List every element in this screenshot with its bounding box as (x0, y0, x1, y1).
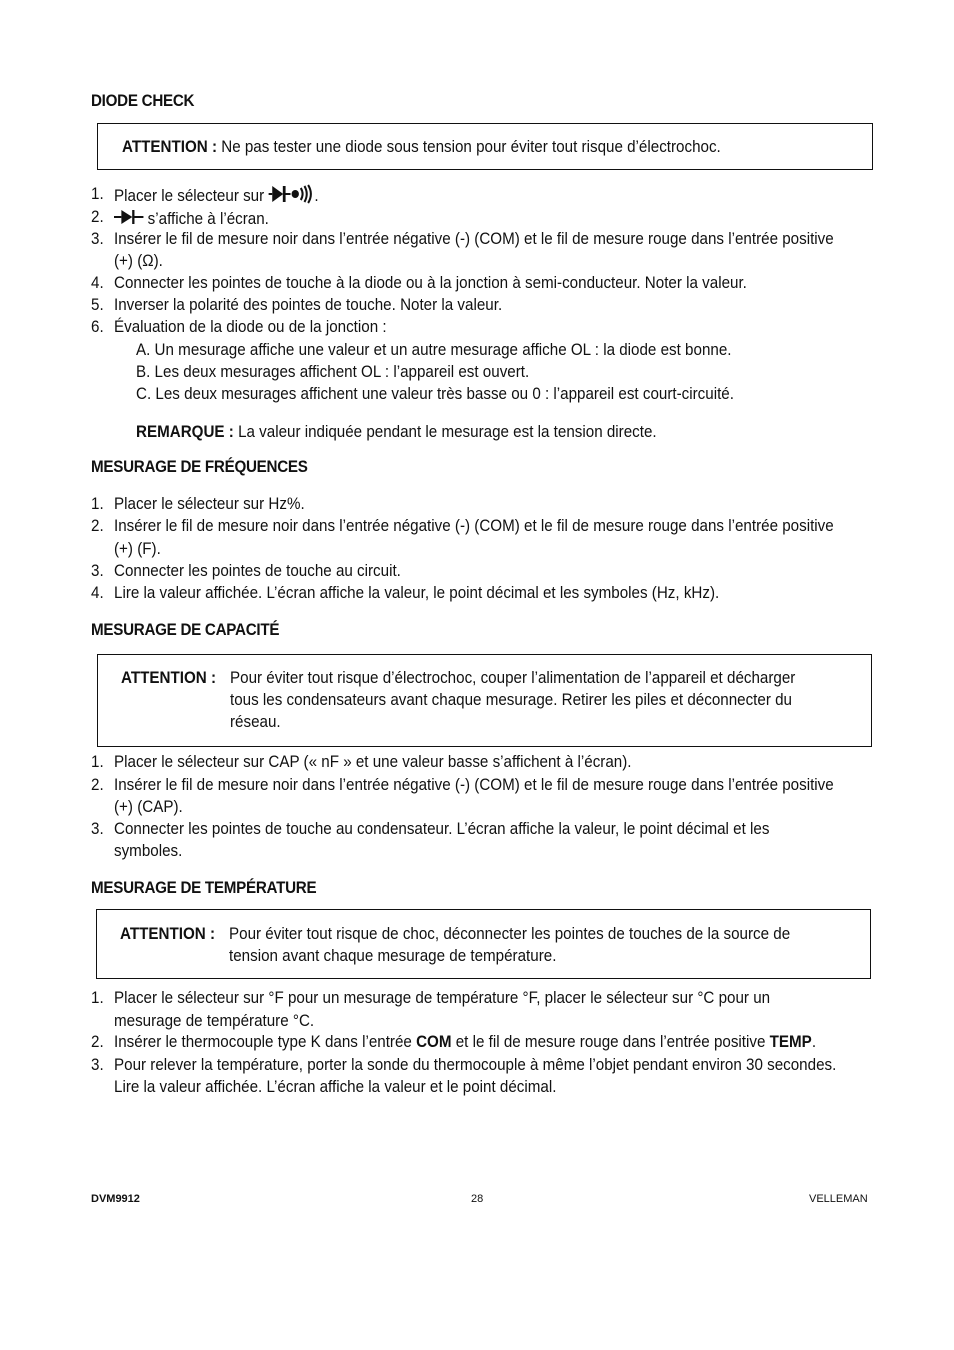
step-text: Pour relever la température, porter la sonde du thermocouple à même l’objet pendant environ 30 secondes. (114, 1056, 837, 1074)
step-text: Insérer le fil de mesure noir dans l’entrée négative (-) (COM) et le fil de mesure rouge dans l’entrée positive (114, 776, 834, 794)
temperature-step-2 (114, 1032, 816, 1052)
step-text: Placer le sélecteur sur °F pour un mesurage de température °F, placer le sélecteur sur °C pour un (114, 989, 771, 1007)
attention-message: réseau. (230, 713, 281, 731)
sub-item: B. Les deux mesurages affichent OL : l’appareil est ouvert. (136, 363, 530, 381)
step-text: Connecter les pointes de touche à la diode ou à la jonction à semi-conducteur. Noter la valeur. (114, 274, 747, 292)
attention-label: ATTENTION : (121, 669, 217, 687)
section-title-diode: DIODE CHECK (91, 92, 195, 110)
attention-text-diode (122, 137, 721, 157)
attention-message: Pour éviter tout risque de choc, déconnecter les pointes de touches de la source de (229, 925, 791, 943)
step-number: 4. (91, 584, 104, 602)
step-number: 3. (91, 562, 104, 580)
footer-model: DVM9912 (91, 1193, 140, 1205)
step-number: 3. (91, 230, 104, 248)
attention-box-temperature (96, 909, 871, 979)
diode-icon (268, 184, 290, 209)
step-text-bold: TEMP (769, 1033, 812, 1051)
step-text: Placer le sélecteur sur (114, 187, 265, 205)
step-text: Insérer le fil de mesure noir dans l’entrée négative (-) (COM) et le fil de mesure rouge dans l’entrée positive (114, 517, 834, 535)
step-number: 3. (91, 820, 104, 838)
step-text: (+) (F). (114, 540, 161, 558)
step-text: Évaluation de la diode ou de la jonction : (114, 318, 387, 336)
sub-item: C. Les deux mesurages affichent une valeur très basse ou 0 : l’appareil est court-circuité. (136, 385, 734, 403)
step-text: mesurage de température °C. (114, 1012, 315, 1030)
step-text: Connecter les pointes de touche au condensateur. L’écran affiche la valeur, le point décimal et les (114, 820, 770, 838)
footer-brand: VELLEMAN (809, 1193, 868, 1205)
attention-message: tous les condensateurs avant chaque mesurage. Retirer les piles et déconnecter du (230, 691, 793, 709)
attention-label: ATTENTION : (122, 138, 218, 156)
step-text: Lire la valeur affichée. L’écran affiche la valeur et le point décimal. (114, 1078, 557, 1096)
attention-message: Ne pas tester une diode sous tension pour éviter tout risque d’électrochoc. (221, 138, 721, 156)
step-text: Connecter les pointes de touche au circuit. (114, 562, 401, 580)
step-number: 3. (91, 1056, 104, 1074)
diode-step-1 (114, 184, 319, 209)
step-number: 1. (91, 185, 104, 203)
step-number: 2. (91, 517, 104, 535)
attention-box-diode (97, 123, 873, 170)
remark-text: La valeur indiquée pendant le mesurage est la tension directe. (238, 423, 657, 441)
step-text: symboles. (114, 842, 183, 860)
attention-message: Pour éviter tout risque d’électrochoc, couper l’alimentation de l’appareil et décharger (230, 669, 796, 687)
section-title-temperature: MESURAGE DE TEMPÉRATURE (91, 879, 317, 897)
attention-box-capacity (97, 654, 872, 747)
step-text: Insérer le fil de mesure noir dans l’entrée négative (-) (COM) et le fil de mesure rouge dans l’entrée positive (114, 230, 834, 248)
remark-label: REMARQUE : (136, 423, 234, 441)
step-number: 4. (91, 274, 104, 292)
sub-item: A. Un mesurage affiche une valeur et un autre mesurage affiche OL : la diode est bonne. (136, 341, 732, 359)
step-number: 2. (91, 1033, 104, 1051)
step-text-bold: COM (416, 1033, 452, 1051)
step-text: (+) (CAP). (114, 798, 183, 816)
step-number: 1. (91, 753, 104, 771)
step-number: 1. (91, 989, 104, 1007)
step-text: Insérer le thermocouple type K dans l’entrée (114, 1033, 412, 1051)
step-number: 1. (91, 495, 104, 513)
step-text: Placer le sélecteur sur CAP (« nF » et une valeur basse s’affichent à l’écran). (114, 753, 632, 771)
step-number: 2. (91, 208, 104, 226)
attention-message: tension avant chaque mesurage de température. (229, 947, 557, 965)
step-text: Lire la valeur affichée. L’écran affiche la valeur, le point décimal et les symboles (Hz, kHz). (114, 584, 720, 602)
remark (136, 422, 657, 442)
step-number: 5. (91, 296, 104, 314)
buzzer-icon (290, 184, 314, 209)
step-text: Inverser la polarité des pointes de touche. Noter la valeur. (114, 296, 503, 314)
section-title-frequency: MESURAGE DE FRÉQUENCES (91, 458, 308, 476)
attention-label: ATTENTION : (120, 925, 216, 943)
step-text: et le fil de mesure rouge dans l’entrée positive (455, 1033, 766, 1051)
step-text-end: . (811, 1033, 817, 1051)
step-text: Placer le sélecteur sur Hz%. (114, 495, 305, 513)
step-text: (+) (Ω). (114, 252, 163, 270)
step-text-end: . (314, 187, 319, 205)
footer-page-number: 28 (471, 1193, 484, 1205)
step-text: s’affiche à l’écran. (147, 210, 269, 228)
step-number: 2. (91, 776, 104, 794)
section-title-capacity: MESURAGE DE CAPACITÉ (91, 621, 280, 639)
step-number: 6. (91, 318, 104, 336)
